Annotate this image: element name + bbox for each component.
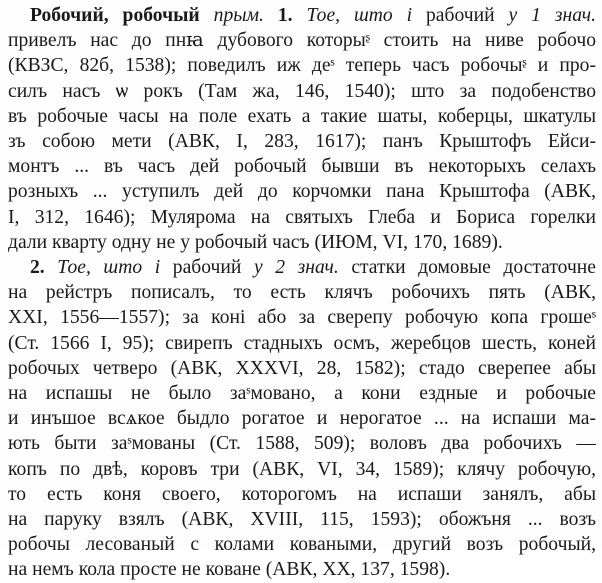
part-of-speech: прым.: [213, 5, 264, 26]
text-line: силъ насъ ѡ рокъ (Там жа, 146, 1540); што за подобенство: [8, 80, 596, 102]
text-line: ють быти заˢмованы (Ст. 1588, 509); воловъ два робочихъ —: [8, 433, 596, 455]
text-line: ХХІ, 1556—1557); за коні або за сверепу робочую копа грошеˢ: [8, 307, 596, 329]
text-line: І, 312, 1646); Мулярома на святыхъ Глеба и Бориса горелки: [8, 206, 596, 228]
sense-1-paragraph: [8, 3, 596, 255]
sense-2-first-line-text: статки домовые достаточне: [351, 257, 596, 279]
headword: Робочий, робочый: [30, 5, 200, 26]
text-line: (КВЗС, 82б, 1538); поведилъ иж деˢ теперь часъ робочыᶳ и про-: [8, 55, 596, 77]
text-line: розныхъ ... уступилъ дей до корчомки пана Крыштофа (АВК,: [8, 181, 596, 203]
text-line: въ робочые часы на поле ехать а такие шаты, коберцы, шкатулы: [8, 105, 596, 127]
text-line: робочы лесованый с колами коваными, другий возъ робочый,: [8, 534, 596, 556]
sense-1-ref-word: рабочий: [426, 5, 495, 26]
text-line: то есть коня своего, которогомъ на испаши занялъ, абы: [8, 483, 596, 505]
text-line: (Ст. 1566 І, 95); свирепъ стадныхъ осмъ, жеребцов шесть, коней: [8, 332, 596, 354]
sense-2-paragraph: [8, 255, 596, 583]
text-line: на рейстръ пописалъ, то есть клячъ робочихъ пять (АВК,: [8, 282, 596, 304]
text-line: копъ по двѣ, коровъ три (АВК, VI, 34, 1589); клячу робочую,: [8, 458, 596, 480]
sense-2-first-line: [8, 255, 596, 280]
sense-1-number: 1.: [277, 5, 293, 26]
sense-1-first-line: [8, 3, 596, 28]
text-line: монтъ ... въ часъ дей робочый бывши въ некоторыхъ селахъ: [8, 156, 596, 178]
text-line: дали кварту одну не у робочый часъ (ИЮМ, VI, 170, 1689).: [8, 231, 503, 253]
sense-2-definition: Тое, што і: [57, 257, 161, 279]
sense-2-number: 2.: [30, 257, 45, 279]
text-line: на паруку взялъ (АВК, ХVІІІ, 115, 1593); обожъня ... возъ: [8, 509, 596, 531]
sense-1-sense-ref: у 1 знач.: [508, 5, 596, 26]
text-line: на немъ кола просте не коване (АВК, ХХ, 137, 1598).: [8, 559, 451, 581]
text-line: робочых четверо (АВК, ХХХVІ, 28, 1582); стадо сверепее абы: [8, 357, 596, 379]
sense-2-ref-word: рабочий: [172, 257, 242, 279]
text-line: и инъшое всѧкое быдло рогатое и нерогатое ... на испаши ма-: [8, 408, 596, 430]
text-line: на испашы не было заˢмовано, а кони ездные и робочые: [8, 383, 596, 405]
text-line: зъ собою мети (АВК, І, 283, 1617); панъ Крыштофъ Ейси-: [8, 131, 596, 153]
text-line: привелъ нас до пнꙗ дубового которыᶳ стоить на ниве робочо: [8, 30, 596, 52]
sense-2-sense-ref: у 2 знач.: [253, 257, 339, 279]
sense-1-definition: Тое, што і: [306, 5, 413, 26]
